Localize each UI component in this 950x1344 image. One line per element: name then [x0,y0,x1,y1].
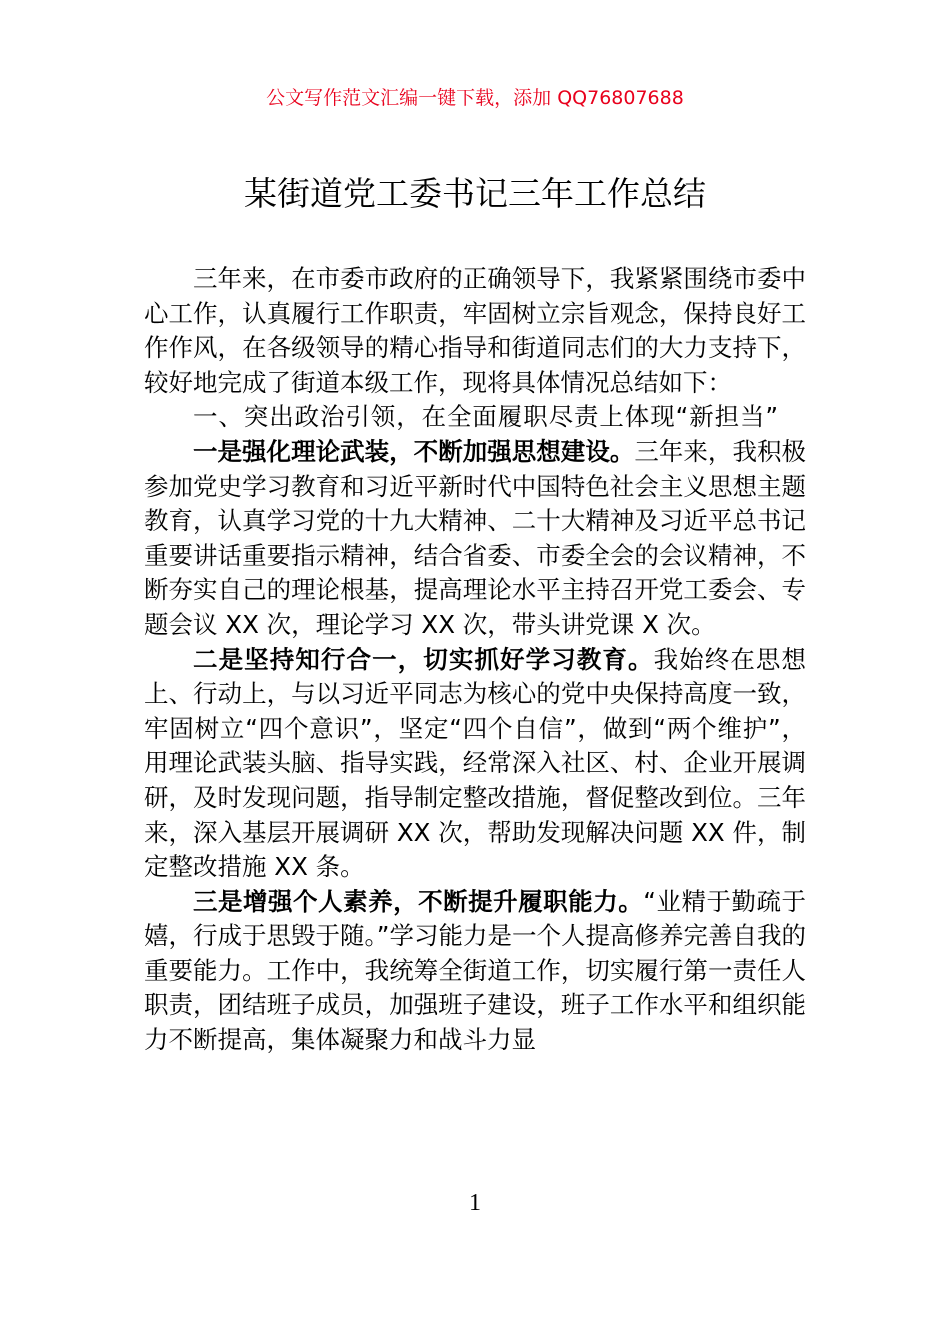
paragraph-item-1 [144,435,806,643]
paragraph-text: 三年来，我积极参加党史学习教育和习近平新时代中国特色社会主义思想主题教育，认真学习党的十九大精神、二十大精神及习近平总书记重要讲话重要指示精神，结合省委、市委全会的会议精神，不断夯实自己的理论根基，提高理论水平主持召开党工委会、专题会议 XX 次，理论学习 XX 次，带头讲党课 X 次。 [144,436,806,639]
paragraph-lead-bold: 三是增强个人素养，不断提升履职能力。 [193,886,644,916]
page-number: 1 [469,1190,481,1216]
download-promo-note: 公文写作范文汇编一键下载，添加 QQ76807688 [266,87,684,109]
section-heading-text: 一、突出政治引领，在全面履职尽责上体现“新担当” [193,402,779,432]
paragraph-text: 三年来，在市委市政府的正确领导下，我紧紧围绕市委中心工作，认真履行工作职责，牢固树立宗旨观念，保持良好工作作风，在各级领导的精心指导和街道同志们的大力支持下，较好地完成了街道本级工作，现将具体情况总结如下： [144,264,806,397]
paragraph-lead-bold: 一是强化理论武装，不断加强思想建设。 [193,436,635,466]
paragraph-item-2 [144,643,806,885]
paragraph-lead-bold: 二是坚持知行合一，切实抓好学习教育。 [193,644,654,674]
document-title: 某街道党工委书记三年工作总结 [244,174,706,213]
section-heading [144,400,806,435]
paragraph-text: “业精于勤疏于嬉，行成于思毁于随。”学习能力是一个人提高修养完善自我的重要能力。工作中，我统筹全街道工作，切实履行第一责任人职责，团结班子成员，加强班子建设，班子工作水平和组织能力不断提高，集体凝聚力和战斗力显 [144,886,807,1055]
paragraph-item-3 [144,885,806,1058]
paragraph-text: 我始终在思想上、行动上，与以习近平同志为核心的党中央保持高度一致，牢固树立“四个意识”，坚定“四个自信”，做到“两个维护”，用理论武装头脑、指导实践，经常深入社区、村、企业开展调研，及时发现问题，指导制定整改措施，督促整改到位。三年来，深入基层开展调研 XX 次，帮助发现解决问题 XX 件，制定整改措施 XX 条。 [144,644,807,882]
document-body [144,262,806,1058]
intro-paragraph [144,262,806,400]
